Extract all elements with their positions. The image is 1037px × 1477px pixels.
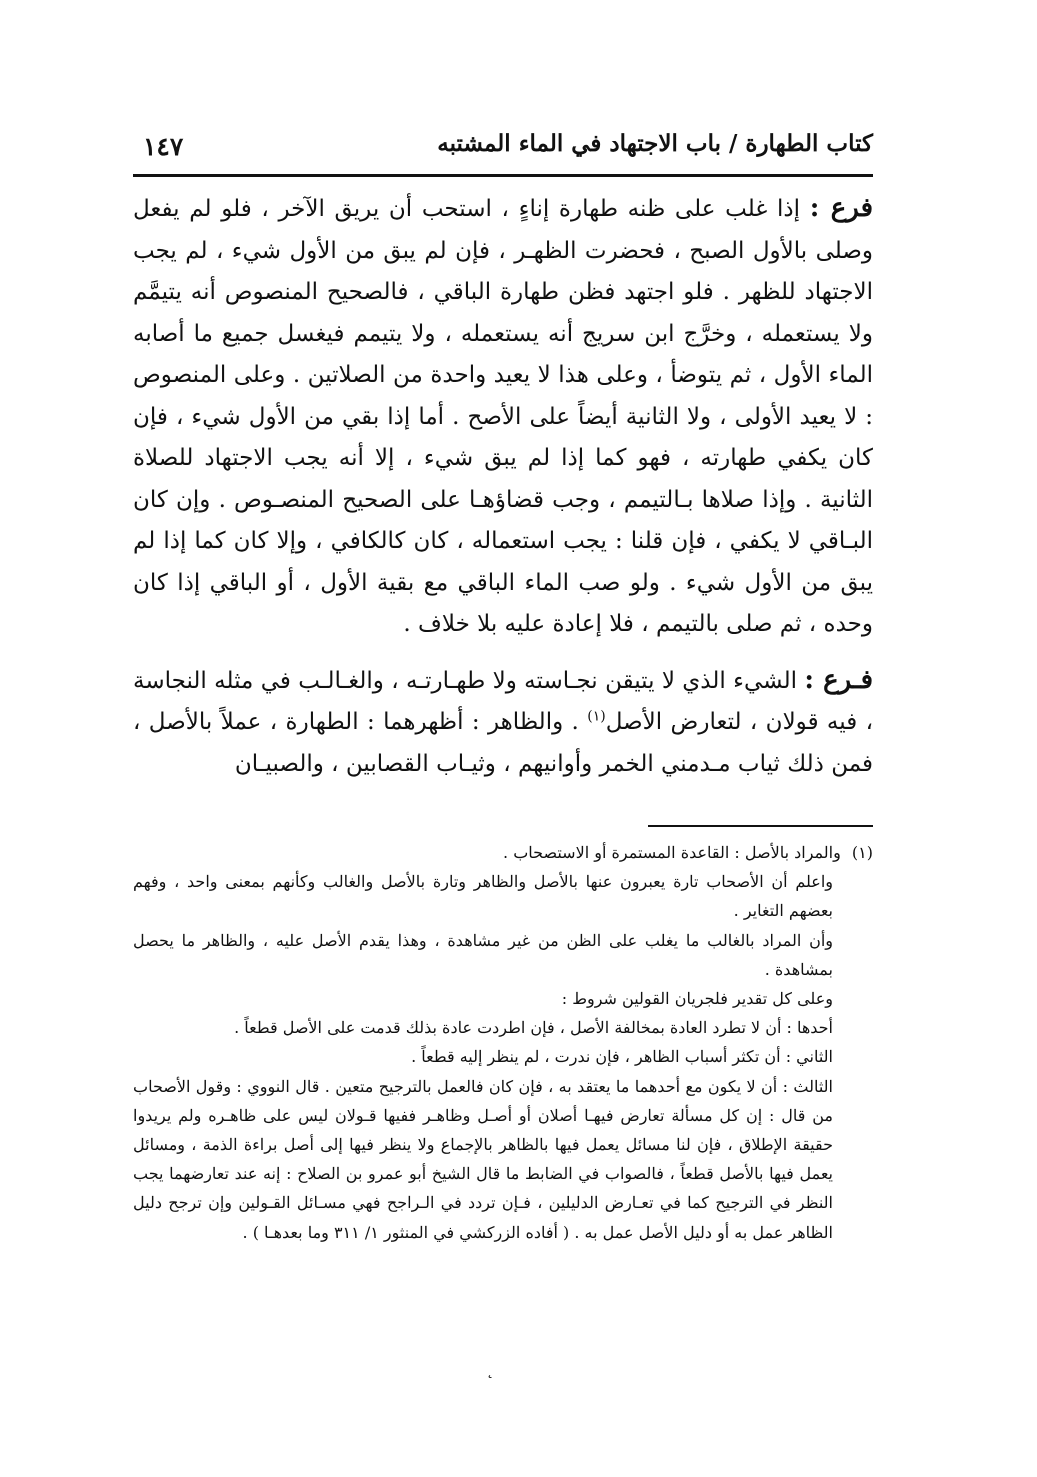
header-rule [133, 174, 873, 177]
page-number: ١٤٧ [143, 132, 184, 161]
footnote-line [133, 838, 873, 867]
section-label: فـرع : [804, 664, 874, 695]
paragraph-far-2 [133, 660, 873, 786]
footnote-line: الثالث : أن لا يكون مع أحدهما ما يعتقد به ، فإن كان فالعمل بالترجيح متعين . قال النووي : وقول الأصحاب من قال : إن كل مسألة تعارض فيهـا أصلان أو أصـل وظاهـر ففيها قـولان ليس على ظاهـره ولم يريدوا حقيقة الإطلاق ، فإن لنا مسائل يعمل فيها بالظاهر بالإجماع ولا ينظر فيها إلى أصل براءة الذمة ، ومسائل يعمل فيها بالأصل قطعاً ، فالصواب في الضابط ما قال الشيخ أبو عمرو بن الصلاح : إنه عند تعارضهما يجب النظر في الترجيح كما في تعـارض الدليلين ، فـإن تردد في الـراجح فهي مسـائل القـولين وإن ترجح دليل الظاهر عمل به أو دليل الأصل عمل به . ( أفاده الزركشي في المنثور ١/ ٣١١ وما بعدهـا ) . [133, 1076, 834, 1242]
main-text [133, 188, 873, 785]
page-header [135, 128, 873, 172]
footnote-separator [648, 825, 873, 827]
paragraph-far-1 [133, 188, 873, 646]
footnote-line: الثاني : أن تكثر أسباب الظاهر ، فإن ندرت ، لم ينظر إليه قطعاً . [411, 1047, 833, 1067]
paragraph-text: الشيء الذي لا يتيقن نجـاسته ولا طهـارتـه ، والغـالـب في مثله النجاسة ، فيه قولان ، لتعارض الأصل [133, 667, 873, 735]
running-title: كتاب الطهارة / باب الاجتهاد في الماء المشتبه [437, 130, 873, 157]
section-label: فرع : [809, 193, 874, 223]
footnotes [133, 838, 873, 1247]
footnote-number: (١) [851, 843, 873, 862]
footnote-line: وعلى كل تقدير فلجريان القولين شروط : [561, 989, 833, 1009]
paragraph-text: . والظاهر : أظهرهما : الطهارة ، عملاً بالأصل ، فمن ذلك ثياب مـدمني الخمر وأوانيهم ، وثيـاب القصابين ، والصبيـان [133, 709, 873, 777]
footnote-line: أحدها : أن لا تطرد العادة بمخالفة الأصل ، فإن اطردت عادة بذلك قدمت على الأصل قطعاً . [234, 1018, 833, 1038]
end-mark: ˛ [486, 1360, 494, 1379]
footnote-line: وأن المراد بالغالب ما يغلب على الظن من غير مشاهدة ، وهذا يقدم الأصل عليه ، والظاهر ما يحصل بمشاهدة . [133, 930, 833, 979]
footnote-line: واعلم أن الأصحاب تارة يعبرون عنها بالأصل والظاهر وتارة بالأصل والغالب وكأنهم بمعنى واحد ، وفهم بعضهم التغاير . [133, 872, 833, 921]
footnote-text: والمراد بالأصل : القاعدة المستمرة أو الاستصحاب . [503, 843, 841, 862]
paragraph-text: إذا غلب على ظنه طهارة إناءٍ ، استحب أن يريق الآخر ، فلو لم يفعل وصلى بالأول الصبح ، فحضرت الظهـر ، فإن لم يبق من الأول شيء ، لم يجب الاجتهاد للظهر . فلو اجتهد فظن طهارة الباقي ، فالصحيح المنصوص أنه يتيمَّم ولا يستعمله ، وخرَّج ابن سريج أنه يستعمله ، ولا يتيمم فيغسل جميع ما أصابه الماء الأول ، ثم يتوضأ ، وعلى هذا لا يعيد واحدة من الصلاتين . وعلى المنصوص : لا يعيد الأولى ، ولا الثانية أيضاً على الأصح . أما إذا بقي من الأول شيء ، فإن كان يكفي طهارته ، فهو كما إذا لم يبق شيء ، إلا أنه يجب الاجتهاد للصلاة الثانية . وإذا صلاها بـالتيمم ، وجب قضاؤهـا على الصحيح المنصـوص . وإن كان البـاقي لا يكفي ، فإن قلنا : يجب استعماله ، كان كالكافي ، وإلا كان كما إذا لم يبق من الأول شيء . ولو صب الماء الباقي مع بقية الأول ، أو الباقي إذا كان وحده ، ثم صلى بالتيمم ، فلا إعادة عليه بلا خلاف . [133, 196, 874, 637]
footnote-reference[interactable]: (١) [587, 708, 606, 725]
